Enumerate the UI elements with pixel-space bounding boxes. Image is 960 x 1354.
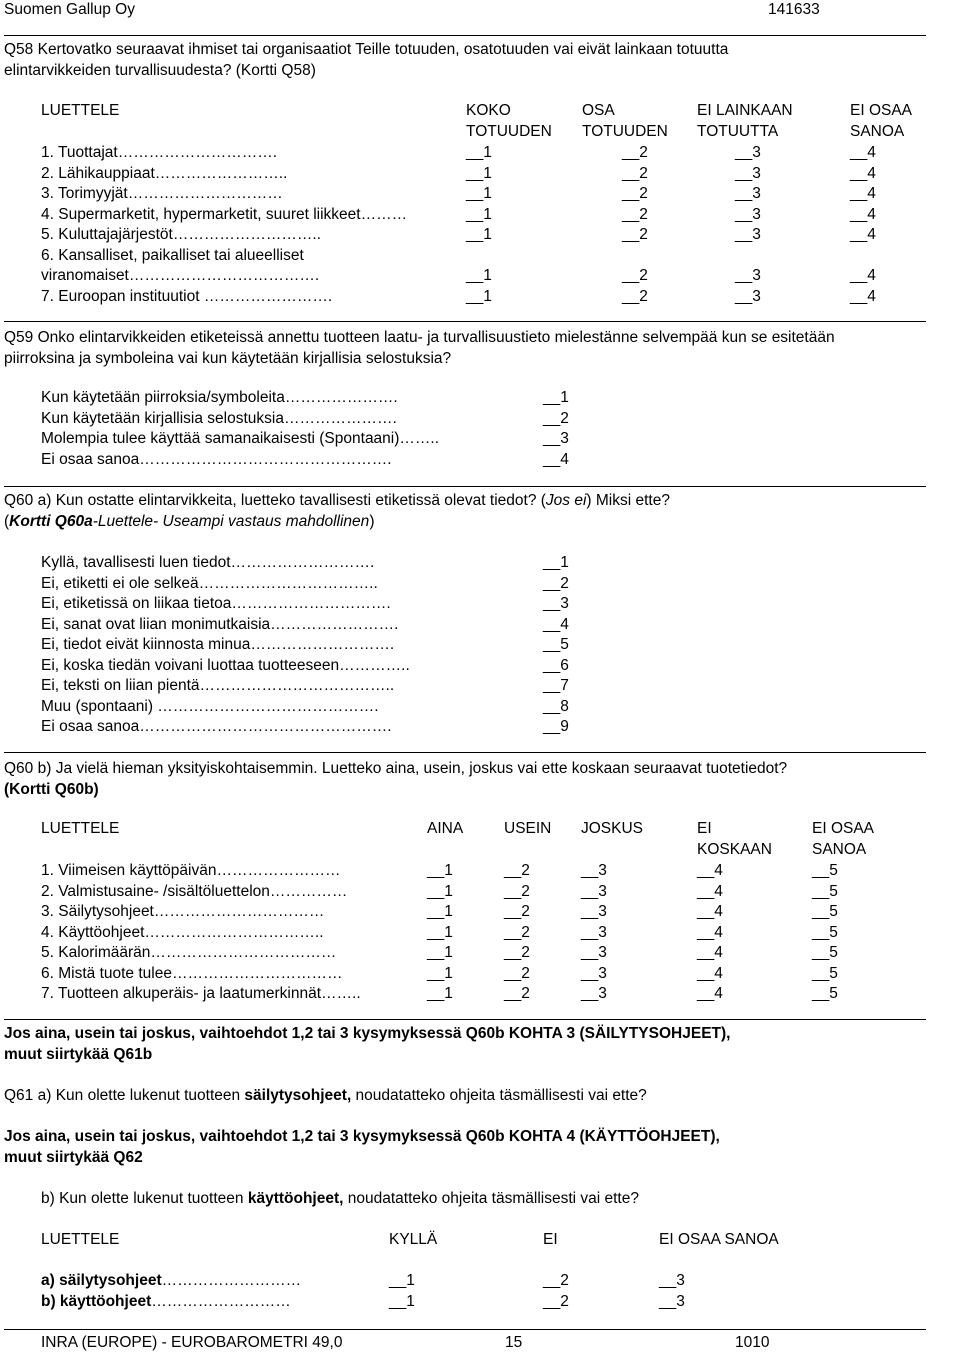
q60a-instruction: -Luettele- Useampi vastaus mahdollinen: [92, 512, 370, 530]
q59-option-label: Kun käytetään piirroksia/symboleita………………….: [41, 389, 398, 406]
q60b-answer-code[interactable]: __4: [697, 862, 723, 879]
q60b-answer-code[interactable]: __3: [581, 923, 607, 941]
q61a-question: Q61 a) Kun olette lukenut tuotteen säilytysohjeet, noudatatteko ohjeita täsmällisesti vai ette?: [4, 1087, 647, 1104]
q60a-answer-code[interactable]: __5: [543, 636, 569, 653]
q60a-option-label: Ei osaa sanoa………………………………………….: [41, 718, 392, 735]
q61b-col-header: LUETTELE: [41, 1231, 120, 1248]
q61b-answer-code[interactable]: __3: [659, 1292, 685, 1310]
q58-row-label: 4. Supermarketit, hypermarketit, suuret liikkeet………: [41, 205, 408, 223]
divider: [4, 321, 926, 322]
q60b-col-header: USEIN: [504, 820, 552, 837]
filter-text-line: Jos aina, usein tai joskus, vaihtoehdot 1,2 tai 3 kysymyksessä Q60b KOHTA 4 (KÄYTTÖOHJEET),: [4, 1128, 720, 1145]
q59-question: [4, 328, 835, 369]
q58-answer-code[interactable]: __3: [735, 287, 761, 305]
q60b-answer-code[interactable]: __3: [581, 862, 607, 879]
q58-row-label: 6. Kansalliset, paikalliset tai alueelliset: [41, 246, 304, 264]
q61b-question: b) Kun olette lukenut tuotteen käyttöohjeet, noudatatteko ohjeita täsmällisesti vai ette?: [41, 1190, 639, 1207]
q60a-question: [4, 491, 670, 532]
q60a-answer-code[interactable]: __2: [543, 574, 569, 592]
q60b-answer-code[interactable]: __3: [581, 903, 607, 920]
q58-col-header: KOKO: [466, 102, 511, 119]
q60b-answer-code[interactable]: __1: [427, 944, 453, 961]
q60b-answer-code[interactable]: __1: [427, 985, 453, 1002]
q61b-col-header: KYLLÄ: [389, 1231, 438, 1248]
q60b-answer-code[interactable]: __1: [427, 862, 453, 879]
q60b-answer-code[interactable]: __1: [427, 923, 453, 941]
q61b-row-label: b) käyttöohjeet………………………: [41, 1292, 291, 1310]
q58-col-header: EI OSAA: [850, 102, 913, 119]
q60b-answer-code[interactable]: __5: [812, 944, 838, 961]
q58-answer-code[interactable]: __3: [735, 267, 761, 284]
filter-text-line: muut siirtykää Q61b: [4, 1045, 153, 1063]
filter-text-line: muut siirtykää Q62: [4, 1148, 143, 1166]
q58-answer-code[interactable]: __2: [622, 287, 648, 305]
footer-divider: [4, 1329, 926, 1330]
q58-answer-code[interactable]: __4: [850, 144, 876, 161]
q59-answer-code[interactable]: __1: [543, 389, 569, 406]
company-name: Suomen Gallup Oy: [4, 1, 135, 18]
q59-answer-code[interactable]: __4: [543, 450, 569, 468]
q60b-answer-code[interactable]: __2: [504, 944, 530, 961]
q60b-answer-code[interactable]: __4: [697, 903, 723, 920]
q60b-col-header: SANOA: [812, 841, 867, 858]
q58-col-header: SANOA: [850, 123, 905, 140]
q60a-option-label: Ei, etiketissä on liikaa tietoa………………………….: [41, 595, 391, 612]
q58-row-label: 3. Torimyyjät…………………………: [41, 185, 283, 202]
q60b-answer-code[interactable]: __3: [581, 882, 607, 900]
q61b-row-label: a) säilytysohjeet………………………: [41, 1272, 302, 1289]
q58-answer-code[interactable]: __3: [735, 164, 761, 182]
q60a-card-ref: Kortti Q60a: [9, 512, 93, 530]
q60b-answer-code[interactable]: __1: [427, 882, 453, 900]
q58-answer-code[interactable]: __3: [735, 205, 761, 223]
q59-text-line: Q59 Onko elintarvikkeiden etiketeissä annettu tuotteen laatu- ja turvallisuustieto mielestänne selvempää kun se esitetään: [4, 329, 835, 346]
q60b-row-label: 6. Mistä tuote tulee……………………………: [41, 964, 343, 982]
q60b-answer-code[interactable]: __2: [504, 903, 530, 920]
q58-answer-code[interactable]: __4: [850, 287, 876, 305]
q60b-answer-code[interactable]: __2: [504, 862, 530, 879]
q61b-answer-code[interactable]: __1: [389, 1292, 415, 1310]
q60b-row-label: 1. Viimeisen käyttöpäivän……………………: [41, 862, 341, 879]
q58-answer-code[interactable]: __3: [735, 144, 761, 161]
q58-answer-code[interactable]: __1: [466, 144, 492, 161]
q58-col-header: EI LAINKAAN: [697, 102, 793, 119]
q60b-answer-code[interactable]: __1: [427, 903, 453, 920]
q59-option-label: Kun käytetään kirjallisia selostuksia………………….: [41, 409, 397, 427]
q58-answer-code[interactable]: __2: [622, 205, 648, 223]
q60b-text-line: (Kortti Q60b): [4, 780, 99, 798]
q58-col-header: OSA: [582, 102, 615, 119]
q60a-text-line: (Kortti Q60a-Luettele- Useampi vastaus mahdollinen): [4, 512, 375, 530]
q58-answer-code[interactable]: __2: [622, 164, 648, 182]
q60b-answer-code[interactable]: __4: [697, 964, 723, 982]
q58-answer-code[interactable]: __2: [622, 267, 648, 284]
q60b-row-label: 4. Käyttöohjeet……………………………..: [41, 923, 324, 941]
footer-code: 1010: [735, 1334, 770, 1351]
divider: [4, 35, 926, 36]
q60b-answer-code[interactable]: __2: [504, 964, 530, 982]
q60b-answer-code[interactable]: __5: [812, 964, 838, 982]
q60b-answer-code[interactable]: __4: [697, 882, 723, 900]
footer-page-number: 15: [505, 1334, 523, 1351]
q60b-row-label: 7. Tuotteen alkuperäis- ja laatumerkinnät……..: [41, 985, 361, 1002]
q58-answer-code[interactable]: __1: [466, 185, 492, 202]
q60b-question: [4, 759, 787, 800]
q60a-answer-code[interactable]: __3: [543, 595, 569, 612]
q58-answer-code[interactable]: __3: [735, 226, 761, 243]
q60a-option-label: Ei, sanat ovat liian monimutkaisia…………………….: [41, 615, 399, 633]
q60a-answer-code[interactable]: __9: [543, 718, 569, 735]
q60b-col-header: JOSKUS: [581, 820, 644, 837]
q59-option-label: Molempia tulee käyttää samanaikaisesti (Spontaani)……..: [41, 430, 440, 447]
q58-answer-code[interactable]: __1: [466, 164, 492, 182]
q60a-answer-code[interactable]: __4: [543, 615, 569, 633]
q59-answer-code[interactable]: __3: [543, 430, 569, 447]
filter-text-line: Jos aina, usein tai joskus, vaihtoehdot 1,2 tai 3 kysymyksessä Q60b KOHTA 3 (SÄILYTYSOHJEET),: [4, 1025, 731, 1042]
q58-row-label: viranomaiset……………………………….: [41, 267, 320, 284]
q58-col-header: TOTUUDEN: [582, 123, 668, 140]
q58-answer-code[interactable]: __4: [850, 164, 876, 182]
q60b-answer-code[interactable]: __5: [812, 903, 838, 920]
q60b-answer-code[interactable]: __5: [812, 862, 838, 879]
q60b-col-header: AINA: [427, 820, 464, 837]
q60b-answer-code[interactable]: __4: [697, 923, 723, 941]
q60b-answer-code[interactable]: __3: [581, 944, 607, 961]
q58-question: [4, 40, 728, 81]
filter-instruction-1: [4, 1024, 730, 1065]
q58-answer-code[interactable]: __2: [622, 226, 648, 243]
q58-text-line: elintarvikkeiden turvallisuudesta? (Kortti Q58): [4, 61, 316, 79]
q58-answer-code[interactable]: __1: [466, 267, 492, 284]
q60a-answer-code[interactable]: __1: [543, 554, 569, 571]
q61b-answer-code[interactable]: __1: [389, 1272, 415, 1289]
q60a-italic: Jos ei: [545, 492, 587, 509]
q61b-col-header: EI OSAA SANOA: [659, 1231, 779, 1248]
q60b-text-line: Q60 b) Ja vielä hieman yksityiskohtaisemmin. Luetteko aina, usein, joskus vai ette koskaan seuraavat tuotetiedot?: [4, 760, 788, 777]
q58-row-label: 5. Kuluttajajärjestöt………………………..: [41, 226, 321, 243]
q58-col-header: LUETTELE: [41, 102, 120, 119]
q60b-row-label: 3. Säilytysohjeet……………………………: [41, 903, 325, 920]
q61b-answer-code[interactable]: __3: [659, 1272, 685, 1289]
q60a-option-label: Ei, tiedot eivät kiinnosta minua……………………….: [41, 636, 395, 653]
q58-answer-code[interactable]: __4: [850, 226, 876, 243]
q58-col-header: TOTUUDEN: [466, 123, 552, 140]
q60a-answer-code[interactable]: __6: [543, 656, 569, 674]
document-number: 141633: [768, 1, 820, 18]
q58-answer-code[interactable]: __2: [622, 144, 648, 161]
filter-instruction-2: [4, 1127, 720, 1168]
q60b-answer-code[interactable]: __2: [504, 923, 530, 941]
q60b-answer-code[interactable]: __3: [581, 964, 607, 982]
q58-text-line: Q58 Kertovatko seuraavat ihmiset tai organisaatiot Teille totuuden, osatotuuden vai eivät lainkaan totuutta: [4, 41, 729, 58]
q60b-col-header: EI: [697, 820, 712, 837]
q58-row-label: 2. Lähikauppiaat……………………..: [41, 164, 288, 182]
q60b-answer-code[interactable]: __5: [812, 985, 838, 1002]
q60a-option-label: Kyllä, tavallisesti luen tiedot……………………….: [41, 554, 375, 571]
divider: [4, 486, 926, 487]
q58-answer-code[interactable]: __1: [466, 226, 492, 243]
q60b-answer-code[interactable]: __4: [697, 944, 723, 961]
q59-answer-code[interactable]: __2: [543, 409, 569, 427]
q60a-option-label: Ei, etiketti ei ole selkeä……………………………..: [41, 574, 378, 592]
q60b-answer-code[interactable]: __5: [812, 882, 838, 900]
q60b-row-label: 5. Kalorimäärän………………………………: [41, 944, 337, 961]
q58-row-label: 1. Tuottajat………………………….: [41, 144, 277, 161]
q58-answer-code[interactable]: __1: [466, 205, 492, 223]
q58-answer-code[interactable]: __4: [850, 267, 876, 284]
q58-row-label: 7. Euroopan instituutiot …………………….: [41, 287, 333, 305]
q60b-answer-code[interactable]: __2: [504, 985, 530, 1002]
q60a-option-label: Ei, koska tiedän voivani luottaa tuotteeseen…………..: [41, 656, 410, 674]
q60a-answer-code[interactable]: __7: [543, 677, 569, 694]
q60a-option-label: Muu (spontaani) …………………………………….: [41, 697, 379, 715]
q59-option-label: Ei osaa sanoa………………………………………….: [41, 450, 392, 468]
q59-text-line: piirroksina ja symboleina vai kun käytetään kirjallisia selostuksia?: [4, 349, 452, 367]
q58-col-header: TOTUUTTA: [697, 123, 779, 140]
q60a-text-line: Q60 a) Kun ostatte elintarvikkeita, luetteko tavallisesti etiketissä olevat tiedot? (Jos ei) Miksi ette?: [4, 492, 670, 509]
footer-survey: INRA (EUROPE) - EUROBAROMETRI 49,0: [41, 1334, 343, 1351]
q58-answer-code[interactable]: __1: [466, 287, 492, 305]
q60b-answer-code[interactable]: __4: [697, 985, 723, 1002]
q60b-col-header: LUETTELE: [41, 820, 120, 837]
q60a-option-label: Ei, teksti on liian pientä………………………………..: [41, 677, 395, 694]
q60a-answer-code[interactable]: __8: [543, 697, 569, 715]
divider: [4, 752, 926, 753]
q58-answer-code[interactable]: __4: [850, 185, 876, 202]
q60b-answer-code[interactable]: __1: [427, 964, 453, 982]
q58-answer-code[interactable]: __2: [622, 185, 648, 202]
q60b-col-header: KOSKAAN: [697, 841, 772, 858]
q58-answer-code[interactable]: __4: [850, 205, 876, 223]
q60b-col-header: EI OSAA: [812, 820, 875, 837]
q61b-col-header: EI: [543, 1231, 558, 1248]
q58-answer-code[interactable]: __3: [735, 185, 761, 202]
q60b-row-label: 2. Valmistusaine- /sisältöluettelon……………: [41, 882, 348, 900]
q61b-answer-code[interactable]: __2: [543, 1292, 569, 1310]
q60b-answer-code[interactable]: __3: [581, 985, 607, 1002]
divider: [4, 1019, 926, 1020]
q60b-answer-code[interactable]: __5: [812, 923, 838, 941]
q61b-answer-code[interactable]: __2: [543, 1272, 569, 1289]
q60b-answer-code[interactable]: __2: [504, 882, 530, 900]
